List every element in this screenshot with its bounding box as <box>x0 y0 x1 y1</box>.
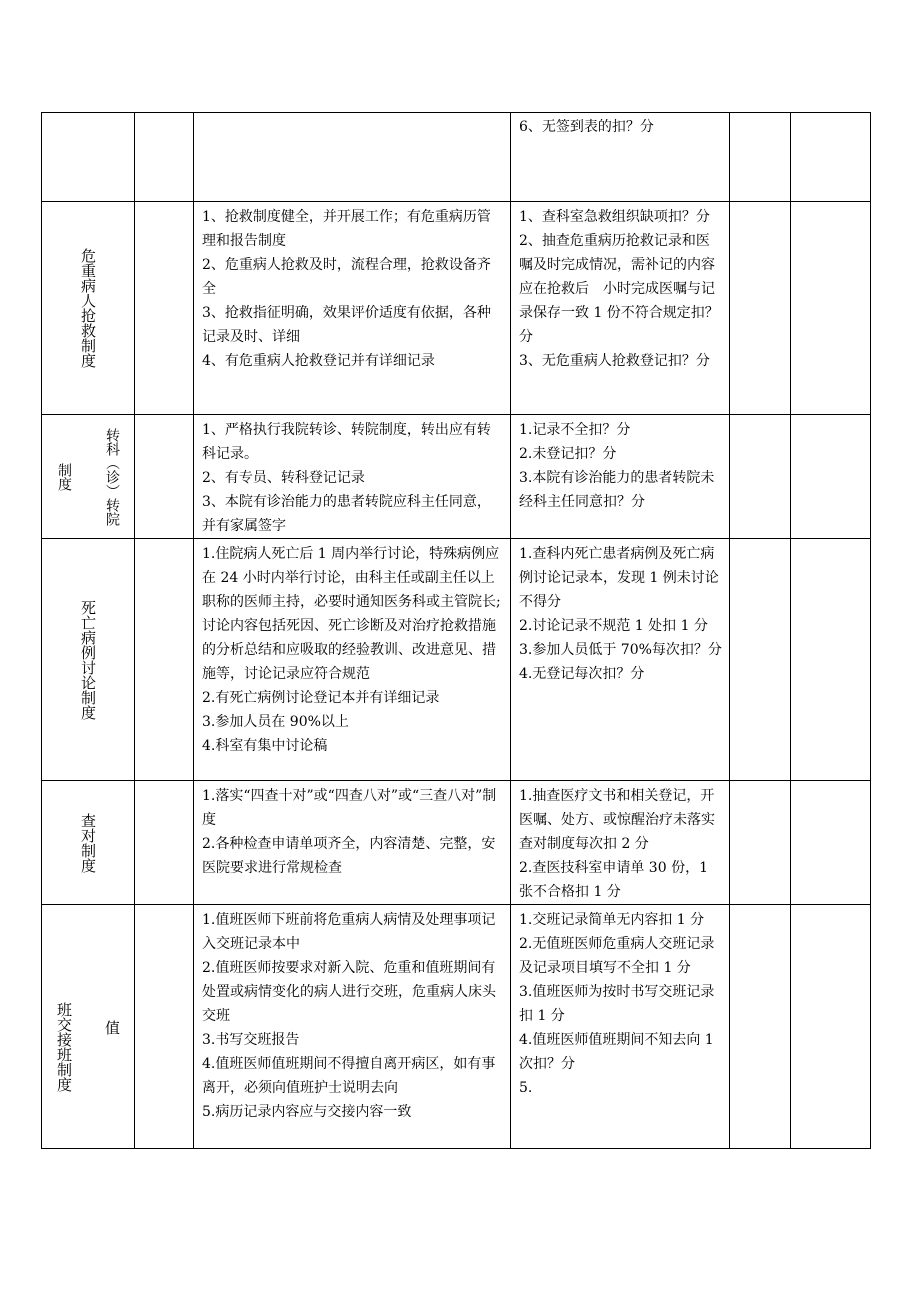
standard-item: 4.值班医师值班期间不得擅自离开病区，如有事离开，必须向值班护士说明去向 <box>202 1056 496 1096</box>
score-cell <box>730 539 791 781</box>
deductions-cell <box>511 905 730 1149</box>
deduction-item: 4.值班医师值班期间不知去向 1 次扣？分 <box>519 1032 714 1072</box>
deductions-cell <box>511 539 730 781</box>
standard-item: 3、抢救指征明确，效果评价适度有依据，各种记录及时、详细 <box>202 305 491 345</box>
category-label: 值 <box>103 1019 121 1035</box>
standard-item: 5.病历记录内容应与交接内容一致 <box>202 1104 412 1120</box>
standard-item: 3、本院有诊治能力的患者转院应科主任同意，并有家属签字 <box>202 494 491 534</box>
deduction-item: 4.无登记每次扣？分 <box>519 666 645 682</box>
deduction-item: 1.交班记录简单无内容扣 1 分 <box>519 912 705 928</box>
table-row <box>42 202 871 415</box>
assessment-table <box>41 112 871 1149</box>
note-cell <box>791 113 871 202</box>
standards-cell <box>194 202 511 415</box>
standard-item: 4、有危重病人抢救登记并有详细记录 <box>202 353 435 369</box>
standard-item: 3.参加人员在 90%以上 <box>202 714 349 730</box>
blank-cell <box>135 905 194 1149</box>
category-cell <box>42 202 135 415</box>
category-label-suffix: 班交接班制度 <box>55 1001 73 1092</box>
standard-item: 2、危重病人抢救及时，流程合理，抢救设备齐全 <box>202 257 491 297</box>
deduction-item: 3、无危重病人抢救登记扣？分 <box>519 353 710 369</box>
deduction-item: 1.记录不全扣？分 <box>519 422 631 438</box>
deduction-item: 5. <box>519 1080 533 1096</box>
table-row <box>42 113 871 202</box>
standard-item: 2.值班医师按要求对新入院、危重和值班期间有处置或病情变化的病人进行交班，危重病人床头交班 <box>202 960 496 1024</box>
deduction-item: 6、无签到表的扣？分 <box>519 119 654 135</box>
category-cell <box>42 415 135 539</box>
score-cell <box>730 202 791 415</box>
deduction-item: 2、抽查危重病历抢救记录和医嘱及时完成情况，需补记的内容应在抢救后 小时完成医嘱与记录保存一致 1 份不符合规定扣？分 <box>519 233 719 345</box>
note-cell <box>791 539 871 781</box>
blank-cell <box>135 113 194 202</box>
standard-item: 2.各种检查申请单项齐全，内容清楚、完整，安医院要求进行常规检查 <box>202 836 496 876</box>
deductions-cell <box>511 113 730 202</box>
category-cell <box>42 905 135 1149</box>
deductions-cell <box>511 415 730 539</box>
deduction-item: 3.值班医师为按时书写交班记录扣 1 分 <box>519 984 715 1024</box>
standard-item: 1.落实“四查十对”或“四查八对”或“三查八对”制度 <box>202 788 497 828</box>
score-cell <box>730 781 791 905</box>
table-row <box>42 781 871 905</box>
deductions-cell <box>511 781 730 905</box>
category-label: 查对制度 <box>79 812 97 873</box>
standard-item: 1、严格执行我院转诊、转院制度，转出应有转科记录。 <box>202 422 491 462</box>
standard-item: 1.值班医师下班前将危重病人病情及处理事项记入交班记录本中 <box>202 912 496 952</box>
standard-item: 1、抢救制度健全，并开展工作；有危重病历管理和报告制度 <box>202 209 491 249</box>
deduction-item: 1.抽查医疗文书和相关登记，开医嘱、处方、或惊醒治疗未落实查对制度每次扣 2 分 <box>519 788 715 852</box>
table-row <box>42 415 871 539</box>
standards-cell <box>194 415 511 539</box>
score-cell <box>730 905 791 1149</box>
score-cell <box>730 415 791 539</box>
blank-cell <box>135 415 194 539</box>
deduction-item: 2.讨论记录不规范 1 处扣 1 分 <box>519 618 708 634</box>
standards-cell <box>194 905 511 1149</box>
score-cell <box>730 113 791 202</box>
note-cell <box>791 781 871 905</box>
category-label: 转科（诊）转院 <box>104 427 120 526</box>
blank-cell <box>135 781 194 905</box>
standards-cell <box>194 539 511 781</box>
deduction-item: 1、查科室急救组织缺项扣？分 <box>519 209 710 225</box>
deduction-item: 1.查科内死亡患者病例及死亡病例讨论记录本，发现 1 例未讨论不得分 <box>519 546 719 610</box>
standards-cell <box>194 113 511 202</box>
standards-cell <box>194 781 511 905</box>
table-row <box>42 539 871 781</box>
deduction-item: 2.未登记扣？分 <box>519 446 617 462</box>
blank-cell <box>135 539 194 781</box>
note-cell <box>791 415 871 539</box>
category-cell <box>42 539 135 781</box>
note-cell <box>791 905 871 1149</box>
table-row <box>42 905 871 1149</box>
deduction-item: 2.查医技科室申请单 30 份，1 张不合格扣 1 分 <box>519 860 708 900</box>
standard-item: 2、有专员、转科登记记录 <box>202 470 365 486</box>
deductions-cell <box>511 202 730 415</box>
category-label-suffix: 制度 <box>56 462 72 491</box>
deduction-item: 2.无值班医师危重病人交班记录及记录项目填写不全扣 1 分 <box>519 936 715 976</box>
standard-item: 2.有死亡病例讨论登记本并有详细记录 <box>202 690 440 706</box>
standard-item: 1.住院病人死亡后 1 周内举行讨论，特殊病例应在 24 小时内举行讨论，由科主任或副主任以上职称的医师主持，必要时通知医务科或主管院长;讨论内容包括死因、死亡诊断及对治疗抢救措施的分析总结和应吸取的经验教训、改进意见、措施等，讨论记录应符合规范 <box>202 546 501 682</box>
category-cell <box>42 113 135 202</box>
deduction-item: 3.参加人员低于 70%每次扣？分 <box>519 642 722 658</box>
deduction-item: 3.本院有诊治能力的患者转院未经科主任同意扣？分 <box>519 470 715 510</box>
category-cell <box>42 781 135 905</box>
category-label: 危重病人抢救制度 <box>79 248 97 368</box>
blank-cell <box>135 202 194 415</box>
standard-item: 4.科室有集中讨论稿 <box>202 738 328 754</box>
note-cell <box>791 202 871 415</box>
category-label: 死亡病例讨论制度 <box>79 599 97 720</box>
standard-item: 3.书写交班报告 <box>202 1032 300 1048</box>
